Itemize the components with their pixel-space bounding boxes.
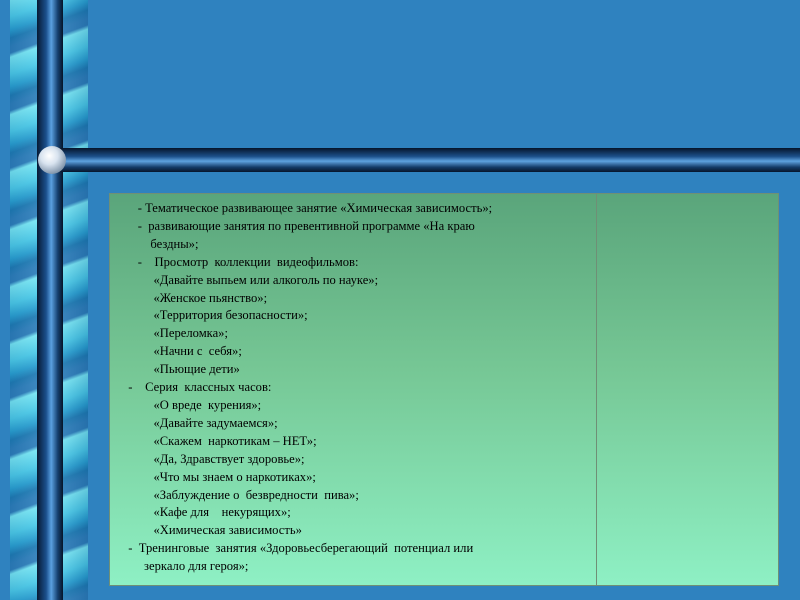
text-line: «О вреде курения»; (122, 397, 262, 412)
text-line: - Серия классных часов: (122, 380, 272, 395)
text-line: «Пьющие дети» (122, 362, 240, 377)
text-line: - Тренинговые занятия «Здоровьесберегающий потенциал или (122, 541, 474, 556)
content-table (109, 193, 779, 586)
text-line: - Просмотр коллекции видеофильмов: (122, 254, 359, 269)
text-line: зеркало для героя»; (122, 559, 249, 574)
text-line: «Женское пьянство»; (122, 290, 268, 305)
text-line: «Заблуждение о безвредности пива»; (122, 487, 359, 502)
text-line: «Переломка»; (122, 326, 228, 341)
text-line: «Что мы знаем о наркотиках»; (122, 469, 316, 484)
text-line: «Химическая зависимость» (122, 523, 302, 538)
activities-cell (110, 194, 597, 585)
horizontal-bar (50, 148, 800, 172)
text-line: бездны»; (122, 236, 199, 251)
text-line: - развивающие занятия по превентивной программе «На краю (122, 218, 475, 233)
text-line: «Давайте выпьем или алкоголь по науке»; (122, 272, 379, 287)
text-line: «Да, Здравствует здоровье»; (122, 451, 305, 466)
text-line: «Кафе для некурящих»; (122, 505, 291, 520)
vertical-bar (37, 0, 63, 600)
text-line: «Начни с себя»; (122, 344, 242, 359)
text-line: «Территория безопасности»; (122, 308, 308, 323)
text-line: - Тематическое развивающее занятие «Химическая зависимость»; (122, 201, 493, 215)
text-line: «Давайте задумаемся»; (122, 415, 278, 430)
text-line: «Скажем наркотикам – НЕТ»; (122, 433, 317, 448)
empty-cell (597, 194, 778, 585)
bar-knob (38, 146, 66, 174)
